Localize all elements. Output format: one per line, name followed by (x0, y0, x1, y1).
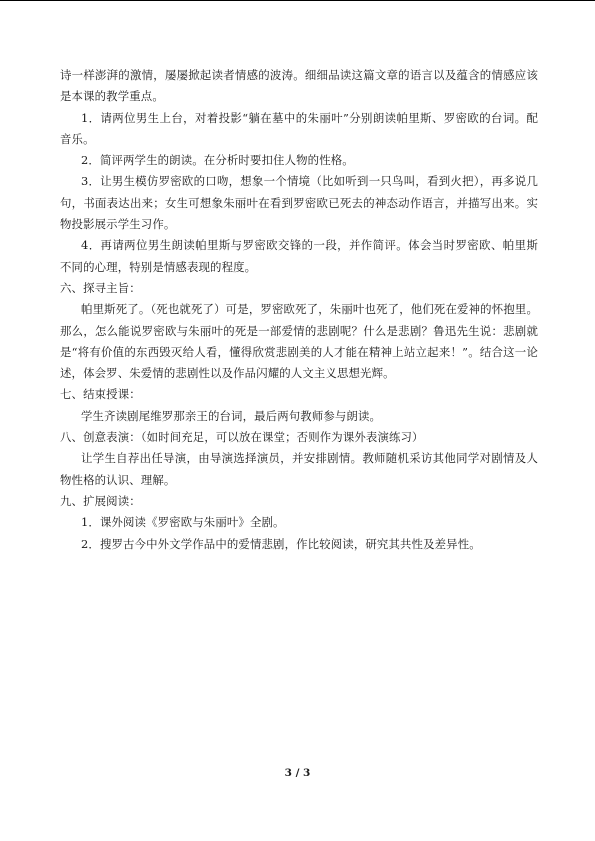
section-heading-8: 八、创意表演：（如时间充足，可以放在课堂；否则作为课外表演练习） (60, 430, 424, 445)
top-rule (0, 0, 595, 1)
reading-item-1: 1．课外阅读《罗密欧与朱丽叶》全剧。 (81, 515, 285, 530)
reading-item-2: 2．搜罗古今中外文学作品中的爱情悲剧，作比较阅读，研究其共性及差异性。 (81, 536, 481, 551)
section-6-body: 帕里斯死了。（死也就死了）可是，罗密欧死了，朱丽叶也死了，他们死在爱神的怀抱里。那么，怎么能说罗密欧与朱丽叶的死是一部爱情的悲剧呢？什么是悲剧？鲁迅先生说：悲剧就是“将有价值的东西毁灭给人看，懂得欣赏悲剧美的人才能在精神上站立起来！”。结合这一论述，体会罗、朱爱情的悲剧性以及作品闪耀的人文主义思想光辉。 (60, 302, 538, 381)
list-item-4: 4．再请两位男生朗读帕里斯与罗密欧交锋的一段，并作简评。体会当时罗密欧、帕里斯不同的心理，特别是情感表现的程度。 (60, 238, 538, 274)
document-body (60, 65, 538, 555)
page-number: 3 / 3 (284, 767, 311, 779)
paragraph-continuation: 诗一样澎湃的激情，屡屡掀起读者情感的波涛。细细品读这篇文章的语言以及蕴含的情感应该是本课的教学重点。 (60, 68, 538, 104)
list-item-3: 3．让男生模仿罗密欧的口吻，想象一个情境（比如听到一只鸟叫，看到火把），再多说几句，书面表达出来；女生可想象朱丽叶在看到罗密欧已死去的神态动作语言，并描写出来。实物投影展示学生习作。 (60, 174, 538, 232)
section-heading-9: 九、扩展阅读： (60, 493, 141, 508)
section-7-body: 学生齐读剧尾维罗那亲王的台词，最后两句教师参与朗读。 (81, 408, 382, 423)
list-item-2: 2．简评两学生的朗读。在分析时要扣住人物的性格。 (81, 153, 354, 168)
section-heading-6: 六、探寻主旨： (60, 280, 141, 295)
section-8-body: 让学生自荐出任导演，由导演选择演员，并安排剧情。教师随机采访其他同学对剧情及人物性格的认识、理解。 (60, 451, 538, 487)
list-item-1: 1．请两位男生上台，对着投影“躺在墓中的朱丽叶”分别朗读帕里斯、罗密欧的台词。配音乐。 (60, 110, 538, 146)
section-heading-7: 七、结束授课： (60, 387, 141, 402)
